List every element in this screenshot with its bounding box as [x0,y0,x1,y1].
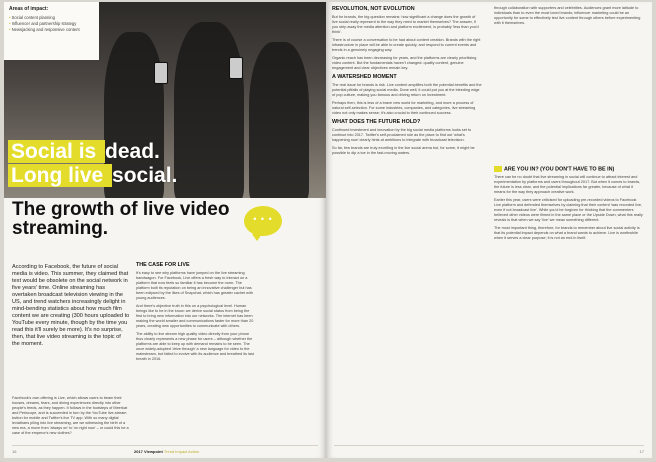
body-paragraph: And there's objective truth in this on a psychological level. Human beings like to be in the know: we derive social status from being the first to bring new information into our networks. The internet has been making the world smaller and communications faster for more than 20 years, creating new opportunities to communicate with others. [136,304,254,328]
phone-icon [154,62,168,84]
publication-name [134,449,199,454]
body-paragraph: The most important thing, therefore, for brands to remember about live social activity is that its potential impact depends on what a brand wants to achieve. Live is worthwhile when it serves a clear purpose; it is not an end in itself. [494,226,640,241]
left-page [4,2,326,458]
body-paragraph: through collaboration with supporters and celebrities. Audiences grant more latitude to individuals than to even the most loved brands; influencer marketing could be an opportunity for some to effectively test live content through others before experimenting with it themselves. [494,6,641,25]
article-title: The growth of live video streaming. [12,199,230,239]
areas-heading: Areas of impact: [9,6,49,12]
headline-part: Social is [8,140,105,163]
right-page [326,2,652,458]
body-paragraph: But for brands, the big question remains: how significant a change does the growth of live social really represent to the way they need to market themselves? The answer, if you strip away the media attention and platform excitement, is probably 'less than you'd think'. [332,15,479,34]
body-paragraph: Facebook's own offering is Live, which allows users to beam their houses, dreams, fears, and dining experiences directly into other people's feeds, as they happen. It follows in the footsteps of Meerkat and Periscope, and is succeeded in turn by the YouTube live-stream button for mobile and Twitter's live TV app. With so many digital leviathans piling into live streaming, are we witnessing the birth of a new era, a move from 'always on' to 'on right now' – or could this be a case of the emperor's new clothes? [12,396,129,435]
page-number-left: 16 [12,449,17,454]
body-paragraph: Organic reach has been decreasing for years, and the platforms are clearly prioritising video content. But the fundamentals haven't changed: quality content, genuine engagement and clear objectives remain key. [332,56,477,70]
page-number-right: 17 [639,449,644,454]
lead-paragraph: According to Facebook, the future of social media is video. This summer, they claimed that text would be obsolete on the social network in five years' time. Online streaming has overtaken broadcast television viewing in the US, and trend watchers increasingly delight in mind-bending statistics about how much film content we are creating (300 hours uploaded to YouTube every minute, though by the time you read this it'll surely be more). It's no surprise, then, that live video streaming is the topic of the moment. [12,264,130,347]
person-silhouette [249,42,309,198]
areas-of-impact-box [4,2,99,60]
person-silhouette [174,22,244,198]
headline-line-2 [8,164,177,188]
body-paragraph: Continued investment and innovation by the big social media platforms looks set to continue into 2017. Twitter's self-proclaimed role as the place to find out 'what's happening now' clearly hints at ambitions to integrate with broadcast television. [332,128,472,142]
heading-text: ARE YOU IN? (YOU DON'T HAVE TO BE IN) [504,166,615,173]
speech-bubble-icon: • • • [244,206,282,236]
publication-title: 2017 Viewpoint [134,449,163,454]
areas-list [9,15,94,33]
headline-part: social. [112,164,178,187]
body-paragraph: So far, few brands are truly excelling in the live social arena but, for some, it might be possible to dip a toe in the fast-moving waters. [332,146,475,155]
magazine-spread [4,2,652,458]
footer-rule [12,445,318,446]
column-case-for-live [136,262,256,365]
section-heading [494,166,644,172]
headline-part: Long live [8,164,112,187]
body-paragraph: There can be no doubt that live streaming in social will continue to attract interest and experimentation by platforms and users throughout 2017. But when it comes to brands, the future is less clear, and the potential implications far greater, because of what it means for the way they approach creative work. [494,175,641,195]
areas-item: • Influencer and partnership strategy [9,21,94,27]
phone-icon [229,57,243,79]
areas-item: • Social content planning [9,15,94,21]
headline-line-1 [8,140,160,164]
body-paragraph: Earlier this year, users were criticised for uploading pre-recorded videos to Facebook Live platform and defended themselves by claiming that their content 'was recorded live, even if not broadcast live'. While you'd be forgiven for thinking that the commenters believed other videos were filmed in the same place or the Upside Down, what this really reveals is that when we say 'live' we mean something different. [494,198,643,223]
body-paragraph: The real issue for brands is risk. Live content amplifies both the potential benefits and the potential pitfalls of playing social media. Done well, it could put you at the bleeding edge of pop culture, making you famous and driving return on investment. [332,83,482,97]
areas-item: • Newsjacking and responsive content [9,27,94,33]
column-are-you-in [494,166,644,244]
body-paragraph: There is of course a conversation to be had about content creation. Brands with the right infrastructure in place will be able to create quickly, and respond to current events and trends in a genuinely engaging way. [332,38,481,52]
body-paragraph: The ability to live stream high quality video directly from your phone thus clearly represents a new phase for users – although whether the platforms are able to keep up with demand remains to be seen. The once widely-adopted 'drive through' a new language for video to the mainstream, but failed to evolve with its audience and breathed its last breath in 2016. [136,332,254,361]
heading-marker-icon [494,166,502,172]
section-heading: WHAT DOES THE FUTURE HOLD? [332,119,421,125]
headline-part: dead. [105,140,160,163]
column-revolution [332,6,482,159]
footer-rule [334,445,644,446]
column-intro-right [494,6,644,29]
section-heading: A WATERSHED MOMENT [332,74,397,80]
section-heading: THE CASE FOR LIVE [136,262,190,268]
body-paragraph: It's easy to see why platforms have jumped on the live streaming bandwagon. For Facebook, Live offers a fresh way to interact on a platform that now feels so familiar it has become the norm. The platform built its reputation on being an innovative challenger but has been eclipsed by the likes of Snapchat, which has greater cachet with young audiences. [136,271,253,300]
publication-subtitle: Trend Impact Action [163,449,200,454]
body-paragraph: Perhaps then, this is less of a brave new world for marketing, and more a process of natural self-selection. For some industries, companies, and categories, live streaming video not only makes sense; it's also crucial to their continued success. [332,101,476,115]
section-heading: REVOLUTION, NOT EVOLUTION [332,6,415,12]
